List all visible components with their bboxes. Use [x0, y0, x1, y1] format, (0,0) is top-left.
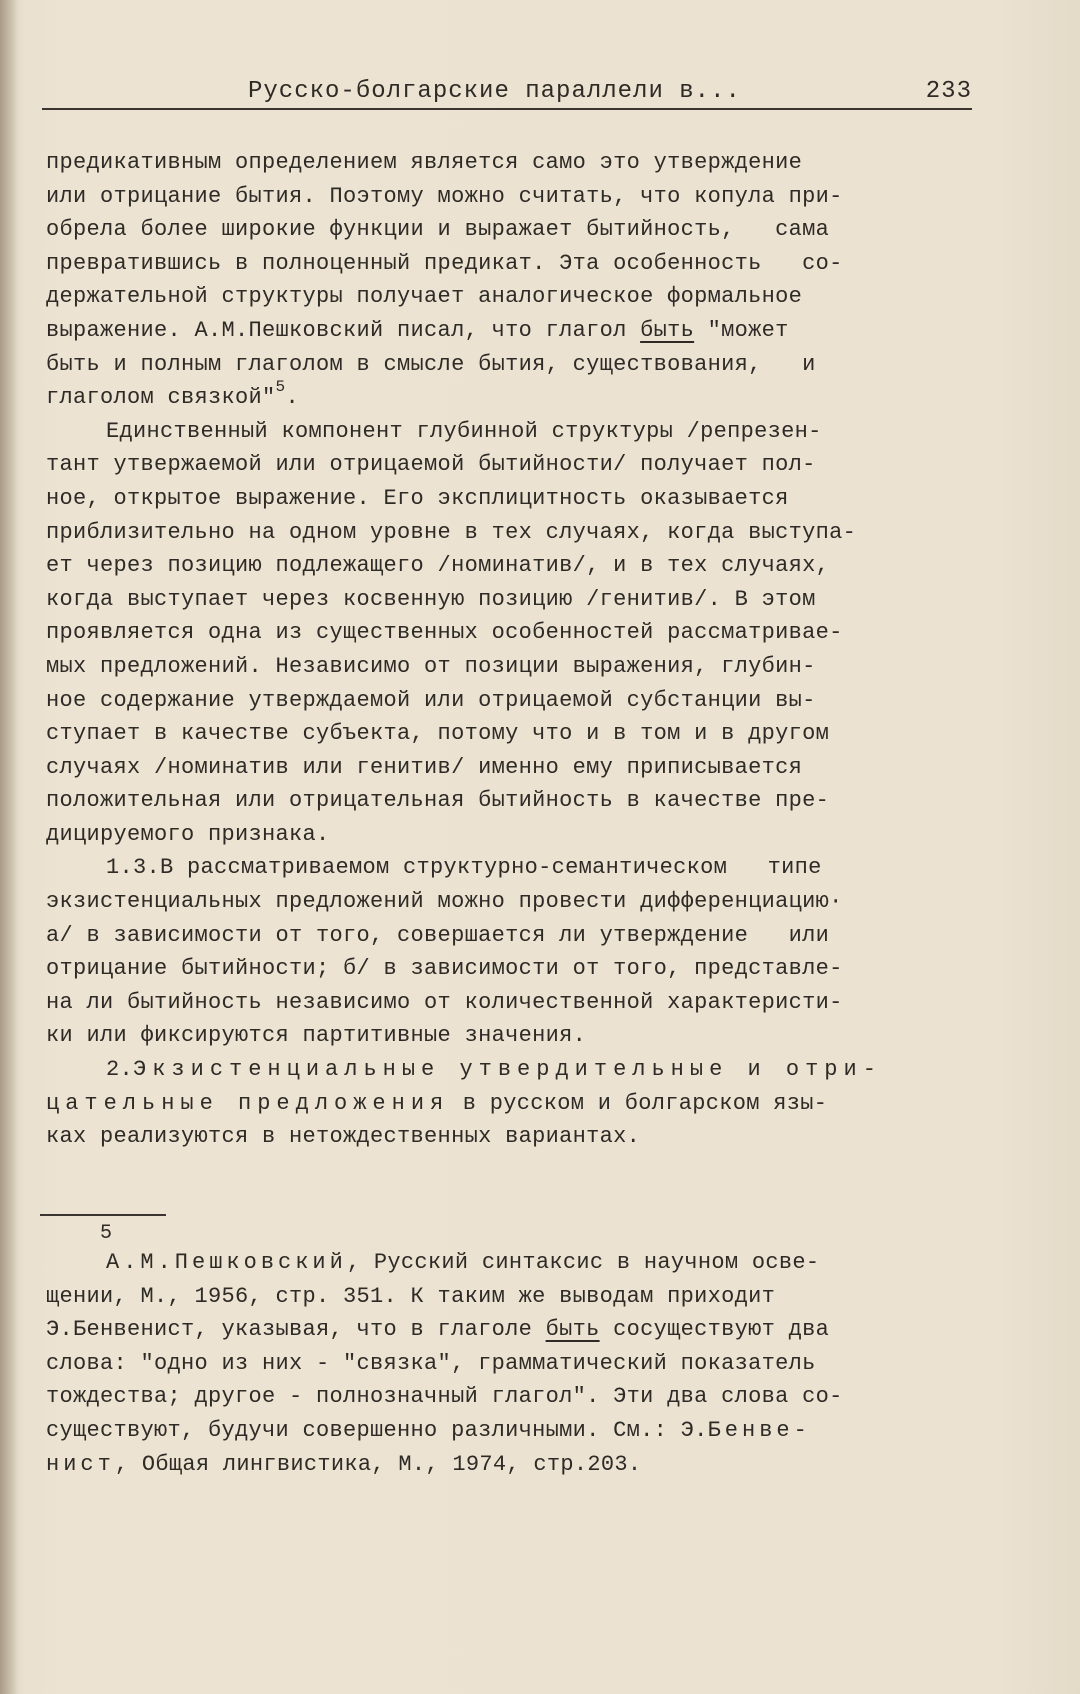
- spaced-author-name: А.М.Пешковский: [106, 1250, 347, 1275]
- text-fragment: глаголом связкой": [46, 385, 276, 411]
- underlined-word: быть: [545, 1317, 600, 1343]
- text-line: положительная или отрицательная бытийность в качестве пре-: [46, 788, 830, 814]
- text-line: на ли бытийность независимо от количественной характеристи-: [46, 989, 843, 1015]
- footnote-separator: [40, 1214, 166, 1216]
- text-line: превратившись в полноценный предикат. Эта особенность со-: [46, 250, 843, 276]
- footnote-line: [46, 1414, 986, 1448]
- text-line: приблизительно на одном уровне в тех случаях, когда выступа-: [46, 519, 857, 545]
- text-fragment: Э.Бенвенист, указывая, что в глаголе: [46, 1317, 546, 1343]
- text-line: ки или фиксируются партитивные значения.: [46, 1023, 587, 1049]
- text-line: предикативным определением является само это утверждение: [46, 150, 803, 175]
- footnote-reference[interactable]: 5: [275, 378, 286, 397]
- footnote-line: [46, 1448, 986, 1482]
- spaced-emphasis: цательные предложения: [46, 1090, 450, 1116]
- footnote-line: тождества; другое - полнозначный глагол". Эти два слова со-: [46, 1384, 843, 1410]
- text-line: держательной структуры получает аналогическое формальное: [46, 284, 803, 310]
- spaced-author-name: Бенве-: [707, 1417, 811, 1443]
- footnote-marker: 5: [100, 1222, 113, 1245]
- text-line: [46, 314, 986, 348]
- text-fragment: "может: [694, 317, 789, 343]
- text-line: ное содержание утверждаемой или отрицаемой субстанции вы-: [46, 687, 816, 713]
- text-fragment: , Общая лингвистика, М., 1974, стр.203.: [114, 1451, 642, 1477]
- underlined-word: быть: [640, 317, 695, 343]
- text-line: проявляется одна из существенных особенностей рассматривае-: [46, 620, 843, 646]
- text-fragment: существуют, будучи совершенно различными. См.: Э.: [46, 1417, 708, 1443]
- text-fragment: сосуществуют два: [599, 1317, 830, 1343]
- text-line: отрицание бытийности; б/ в зависимости от того, представле-: [46, 956, 843, 982]
- text-line: [46, 1053, 986, 1087]
- footnote-line: слова: "одно из них - "связка", грамматический показатель: [46, 1350, 816, 1376]
- text-line: ступает в качестве субъекта, потому что и в том и в другом: [46, 721, 830, 747]
- page-number: 233: [925, 78, 972, 105]
- text-line: быть и полным глаголом в смысле бытия, существования, и: [46, 351, 816, 377]
- text-line: мых предложений. Независимо от позиции выражения, глубин-: [46, 653, 816, 679]
- text-fragment: .: [285, 385, 299, 411]
- footnote-line: [46, 1313, 986, 1347]
- text-line: [46, 1087, 986, 1121]
- running-title: Русско-болгарские параллели в...: [248, 78, 741, 105]
- text-line: тант утвержаемой или отрицаемой бытийности/ получает пол-: [46, 452, 816, 478]
- text-line: случаях /номинатив или генитив/ именно ему приписывается: [46, 754, 803, 780]
- text-line: дицируемого признака.: [46, 821, 330, 847]
- text-line: или отрицание бытия. Поэтому можно считать, что копула при-: [46, 183, 843, 209]
- main-text: [46, 146, 986, 1154]
- text-line: ет через позицию подлежащего /номинатив/, и в тех случаях,: [46, 553, 830, 579]
- text-line: 1.3.В рассматриваемом структурно-семантическом типе: [106, 855, 822, 881]
- text-line: Единственный компонент глубинной структуры /репрезен-: [106, 418, 822, 444]
- spaced-emphasis: Экзистенциальные утвердительные и отри-: [133, 1057, 882, 1083]
- page-spine-shadow: [0, 0, 18, 1694]
- text-fragment: 2.: [106, 1057, 134, 1083]
- text-fragment: выражение. А.М.Пешковский писал, что глагол: [46, 317, 641, 343]
- text-line: [46, 378, 986, 415]
- text-line: обрела более широкие функции и выражает бытийность, сама: [46, 217, 830, 243]
- text-fragment: в русском и болгарском язы-: [449, 1090, 828, 1116]
- text-line: а/ в зависимости от того, совершается ли утверждение или: [46, 922, 830, 948]
- footnote-line: щении, М., 1956, стр. 351. К таким же выводам приходит: [46, 1283, 776, 1309]
- text-fragment: , Русский синтаксис в научном осве-: [346, 1250, 820, 1275]
- text-line: когда выступает через косвенную позицию /генитив/. В этом: [46, 586, 816, 612]
- running-header: [42, 76, 972, 110]
- footnote: [46, 1222, 986, 1481]
- text-line: экзистенциальных предложений можно провести дифференциацию·: [46, 889, 843, 915]
- footnote-line: [46, 1246, 986, 1280]
- text-line: ное, открытое выражение. Его эксплицитность оказывается: [46, 485, 789, 511]
- text-line: ках реализуются в нетождественных вариантах.: [46, 1124, 641, 1150]
- spaced-author-name: нист: [46, 1451, 115, 1477]
